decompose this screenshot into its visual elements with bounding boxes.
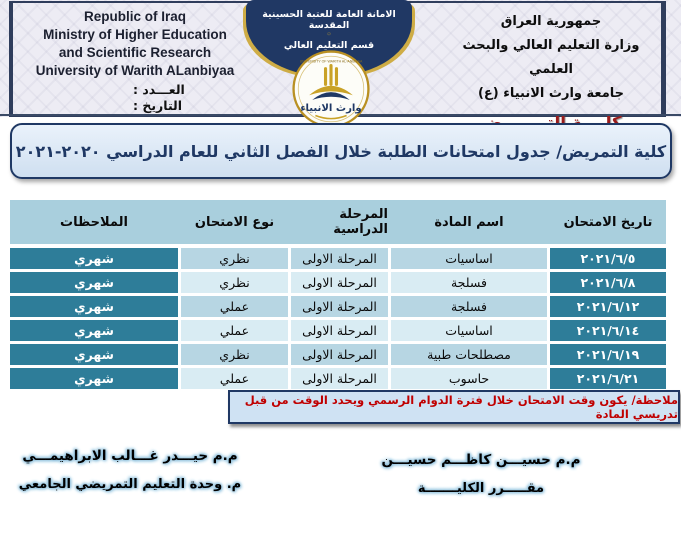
number-label: العـــدد : — [133, 82, 185, 97]
document-title-box — [10, 123, 672, 179]
table-cell-subject: فسلجة — [391, 296, 547, 317]
column-header: اسم المادة — [434, 214, 504, 230]
table-cell-stage: المرحلة الاولى — [291, 368, 388, 389]
table-cell-type: نظري — [181, 248, 288, 269]
table-cell-notes: شهري — [10, 272, 178, 293]
university-logo-icon — [292, 50, 370, 128]
signature-left — [15, 448, 245, 492]
table-cell-date: ٢٠٢١/٦/١٤ — [550, 320, 666, 341]
signature-right — [351, 452, 611, 496]
signature-name: م.م حسيـــن كاظـــم حسيـــن — [381, 452, 581, 468]
shield-ornament: ۞ — [327, 30, 331, 37]
table-cell-date: ٢٠٢١/٦/٢١ — [550, 368, 666, 389]
exam-table-body — [10, 248, 666, 389]
english-line: and Scientific Research — [58, 45, 212, 60]
table-cell-notes: شهري — [10, 296, 178, 317]
shield-text-line2: قسم التعليم العالي — [283, 40, 375, 51]
table-cell-subject: اساسيات — [391, 320, 547, 341]
table-cell-type: عملي — [181, 368, 288, 389]
column-header: تاريخ الامتحان — [563, 214, 653, 230]
arabic-header — [445, 10, 657, 135]
column-header: نوع الامتحان — [194, 214, 275, 230]
number-date-block — [133, 82, 253, 114]
table-cell-stage: المرحلة الاولى — [291, 296, 388, 317]
table-cell-notes: شهري — [10, 344, 178, 365]
table-cell-notes: شهري — [10, 248, 178, 269]
table-cell-stage: المرحلة الاولى — [291, 248, 388, 269]
signature-name: م.م حيـــدر غـــالب الابراهيمـــي — [22, 448, 238, 464]
table-cell-type: نظري — [181, 344, 288, 365]
table-cell-stage: المرحلة الاولى — [291, 320, 388, 341]
document-title: كلية التمريض/ جدول امتحانات الطلبة خلال الفصل الثاني للعام الدراسي ٢٠٢٠-٢٠٢١ — [15, 141, 667, 161]
arabic-line: جمهورية العراق — [500, 14, 602, 29]
exam-table-header — [10, 200, 666, 244]
english-line: Republic of Iraq — [83, 9, 186, 24]
table-cell-date: ٢٠٢١/٦/١٢ — [550, 296, 666, 317]
table-cell-stage: المرحلة الاولى — [291, 272, 388, 293]
table-cell-subject: حاسوب — [391, 368, 547, 389]
table-cell-notes: شهري — [10, 368, 178, 389]
english-line: University of Warith ALanbiyaa — [35, 63, 235, 78]
table-cell-type: نظري — [181, 272, 288, 293]
table-cell-type: عملي — [181, 320, 288, 341]
arabic-line: جامعة وارث الانبياء (ع) — [477, 86, 625, 101]
logo-arc-text: UNIVERSITY OF WARITH AL-ANBIYAA — [299, 59, 363, 64]
english-line: Ministry of Higher Education — [43, 27, 227, 42]
signature-role: م. وحدة التعليم التمريضي الجامعي — [18, 477, 242, 492]
table-cell-notes: شهري — [10, 320, 178, 341]
signature-role: مقـــــرر الكليـــــــة — [417, 481, 545, 496]
table-cell-subject: مصطلحات طبية — [391, 344, 547, 365]
note-text: ملاحظة/ يكون وقت الامتحان خلال فترة الدوام الرسمي ويحدد الوقت من قبل تدريسي المادة — [244, 393, 678, 421]
shield-text-line1: الامانة العامة للعتبة الحسينية المقدسة — [262, 9, 396, 31]
column-header: الملاحظات — [60, 214, 128, 230]
column-header: المرحلة الدراسية — [333, 207, 388, 237]
logo-arabic-text: وارث الانبياء — [300, 102, 362, 114]
arabic-line: وزارة التعليم العالي والبحث العلمي — [462, 38, 640, 77]
table-cell-stage: المرحلة الاولى — [291, 344, 388, 365]
date-label: التاريخ : — [133, 98, 183, 113]
table-cell-type: عملي — [181, 296, 288, 317]
table-cell-date: ٢٠٢١/٦/٨ — [550, 272, 666, 293]
table-cell-date: ٢٠٢١/٦/١٩ — [550, 344, 666, 365]
table-cell-date: ٢٠٢١/٦/٥ — [550, 248, 666, 269]
table-cell-subject: فسلجة — [391, 272, 547, 293]
table-cell-subject: اساسيات — [391, 248, 547, 269]
note-box — [228, 390, 680, 424]
english-header — [16, 8, 254, 80]
